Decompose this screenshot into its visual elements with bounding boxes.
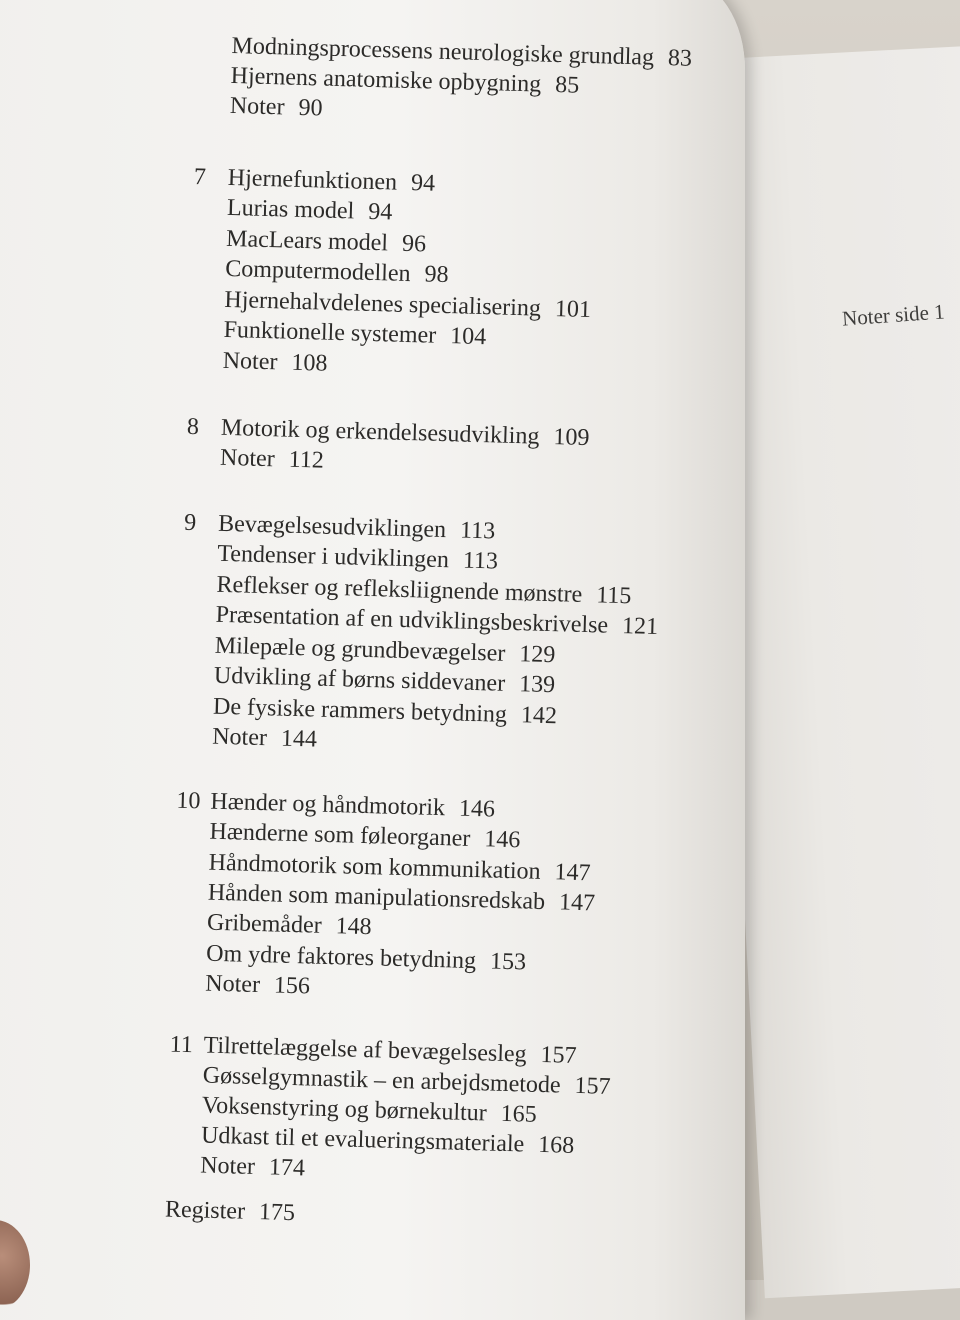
entry-title: Motorik og erkendelsesudvikling — [220, 414, 540, 450]
entry-title: Reflekser og refleksliignende mønstre — [216, 571, 583, 608]
toc-entry — [166, 1150, 305, 1184]
page-number: 139 — [518, 671, 556, 699]
page-number: 85 — [554, 72, 580, 99]
entry-title: Hænder og håndmotorik — [210, 788, 446, 822]
side-note: Noter side 1 — [841, 299, 946, 331]
page-number: 146 — [483, 826, 521, 854]
page-number: 115 — [595, 582, 632, 610]
entry-title: MacLears model — [225, 225, 389, 257]
page-number: 113 — [459, 517, 496, 545]
page-number: 175 — [258, 1199, 296, 1227]
entry-title: Gribemåder — [206, 909, 323, 939]
entry-title: Register — [164, 1196, 246, 1225]
entry-title: Gøsselgymnastik – en arbejdsmetode — [202, 1062, 561, 1099]
page-number: 121 — [621, 613, 659, 641]
page-number: 129 — [518, 641, 556, 669]
page-number: 94 — [410, 170, 436, 197]
chapter-number: 9 — [183, 509, 197, 537]
entry-title: Noter — [219, 444, 276, 473]
entry-title: Funktionelle systemer — [223, 316, 437, 349]
toc-entry — [195, 90, 322, 124]
page-number: 147 — [554, 859, 591, 887]
page-number: 147 — [558, 889, 596, 917]
entry-title: Noter — [199, 1152, 256, 1181]
page-number: 144 — [280, 725, 318, 753]
page-number: 109 — [553, 424, 590, 452]
page-number: 96 — [401, 230, 427, 258]
chapter-number: 10 — [176, 787, 201, 815]
page-number: 83 — [667, 45, 693, 72]
page-number: 168 — [537, 1131, 575, 1159]
entry-title: Noter — [229, 92, 285, 121]
chapter-number: 7 — [193, 163, 207, 191]
entry-title: Tendenser i udviklingen — [217, 540, 450, 574]
entry-title: De fysiske rammers betydning — [212, 693, 508, 728]
page-number: 112 — [288, 446, 325, 474]
page-number: 156 — [273, 972, 311, 1000]
toc-entry — [186, 442, 325, 476]
entry-title: Præsentation af en udviklingsbeskrivelse — [215, 601, 609, 639]
toc-entry — [171, 968, 310, 1002]
page-number: 157 — [574, 1072, 611, 1100]
page-number: 165 — [500, 1100, 538, 1128]
entry-title: Noter — [211, 723, 268, 752]
entry-title: Om ydre faktores betydning — [205, 940, 477, 975]
entry-title: Tilrettelæggelse af bevægelsesleg — [203, 1032, 527, 1068]
entry-title: Modningsprocessens neurologiske grundlag — [231, 32, 655, 71]
toc-register — [165, 1195, 296, 1229]
toc-entry — [188, 345, 327, 379]
chapter-number: 8 — [186, 413, 200, 441]
page-number: 101 — [554, 296, 592, 324]
entry-title: Computermodellen — [224, 255, 411, 288]
entry-title: Hjernehalvdelenes specialisering — [224, 286, 542, 322]
entry-title: Hånden som manipulationsredskab — [207, 879, 546, 916]
page-number: 104 — [449, 323, 487, 351]
page-number: 108 — [291, 349, 328, 377]
page-number: 113 — [462, 547, 499, 575]
page-number: 142 — [520, 702, 558, 730]
page-number: 153 — [489, 948, 527, 976]
page-number: 174 — [268, 1154, 306, 1182]
entry-title: Milepæle og grundbevægelser — [214, 632, 506, 667]
entry-title: Voksenstyring og børnekultur — [201, 1092, 488, 1127]
page-number: 98 — [424, 261, 449, 289]
entry-title: Bevægelsesudviklingen — [217, 510, 447, 544]
entry-title: Hænderne som føleorganer — [209, 818, 471, 852]
page-number: 90 — [298, 94, 323, 122]
entry-title: Noter — [222, 347, 278, 376]
toc-entry — [173, 907, 372, 943]
page-number: 148 — [335, 913, 372, 941]
toc-entry — [193, 192, 393, 228]
entry-title: Lurias model — [226, 194, 355, 225]
entry-title: Udkast til et evalueringsmateriale — [200, 1122, 525, 1158]
toc-entry — [178, 721, 317, 755]
entry-title: Hjernefunktionen — [227, 164, 398, 196]
entry-title: Hjernens anatomiske opbygning — [230, 62, 542, 98]
entry-title: Udvikling af børns siddevaner — [213, 662, 506, 697]
page-number: 94 — [367, 198, 393, 226]
entry-title: Håndmotorik som kommunikation — [208, 849, 541, 885]
page-number: 157 — [540, 1041, 577, 1069]
page-number: 146 — [458, 795, 496, 823]
entry-title: Noter — [205, 970, 261, 999]
chapter-number: 11 — [169, 1031, 194, 1059]
